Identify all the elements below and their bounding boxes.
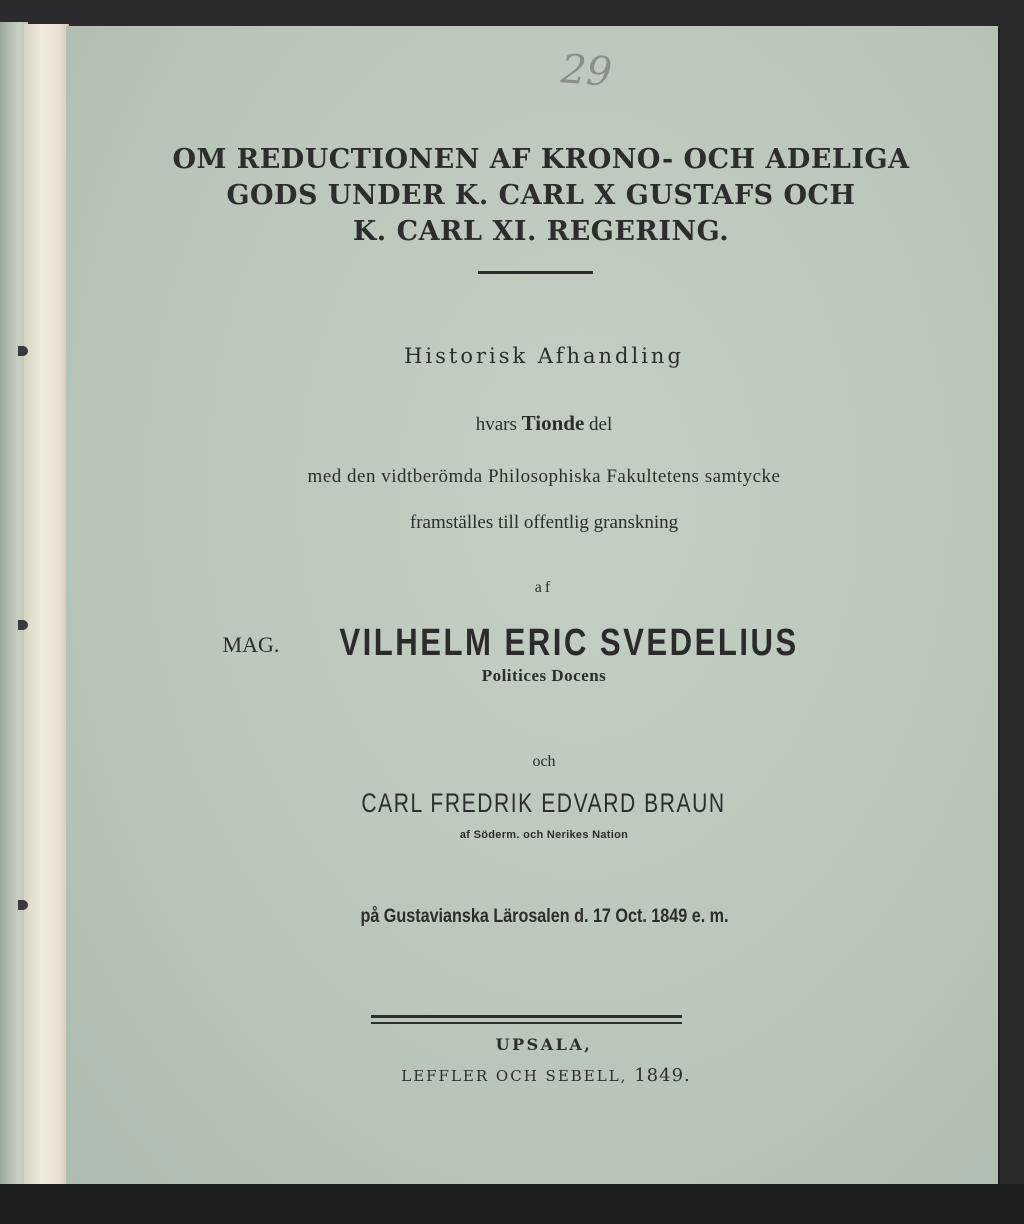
title-line: GODS UNDER K. CARL X GUSTAFS OCH: [226, 180, 856, 211]
part-line-emphasis: Tionde: [521, 411, 585, 435]
consent-line: med den vidtberömda Philosophiska Fakultetens samtycke: [307, 466, 781, 487]
author-2: [144, 788, 944, 819]
author-1-role: Politices Docens: [481, 666, 607, 685]
part-line-before: hvars: [475, 414, 517, 435]
part-line-after: del: [589, 414, 613, 435]
and-line: och: [532, 753, 556, 770]
book-binding: [24, 24, 69, 1184]
author-1: [136, 622, 936, 665]
author-2-name: CARL FREDRIK EDVARD BRAUN: [361, 788, 727, 818]
stitch-mark: [18, 346, 28, 356]
imprint-publisher-line: [146, 1065, 946, 1086]
imprint-rule-top: [371, 1015, 682, 1018]
imprint-city: UPSALA,: [495, 1035, 593, 1054]
author-1-prefix: MAG.: [222, 632, 280, 657]
dissertation-title: [141, 142, 941, 250]
title-divider: [478, 271, 593, 274]
title-line: K. CARL XI. REGERING.: [352, 216, 730, 247]
exhibit-line: framställes till offentlig granskning: [409, 512, 679, 533]
stitch-mark: [18, 620, 28, 630]
imprint-year: 1849.: [634, 1065, 691, 1086]
scanner-background: [0, 1184, 1024, 1224]
author-1-name: VILHELM ERIC SVEDELIUS: [339, 622, 800, 664]
title-line: OM REDUCTIONEN AF KRONO- OCH ADELIGA: [172, 144, 910, 175]
author-2-role: af Söderm. och Nerikes Nation: [459, 829, 629, 841]
subtitle: Historisk Afhandling: [404, 344, 684, 368]
imprint-publisher: LEFFLER OCH SEBELL,: [401, 1067, 628, 1085]
part-line: [144, 411, 944, 436]
venue-text: på Gustavianska Lärosalen d. 17 Oct. 1849 e. m.: [359, 906, 729, 927]
stitch-mark: [18, 900, 28, 910]
venue-line: [144, 906, 944, 928]
by-line: af: [534, 579, 554, 596]
handwritten-page-number: 29: [559, 46, 614, 96]
title-page: [66, 26, 998, 1196]
imprint-rule-bottom: [371, 1022, 682, 1024]
